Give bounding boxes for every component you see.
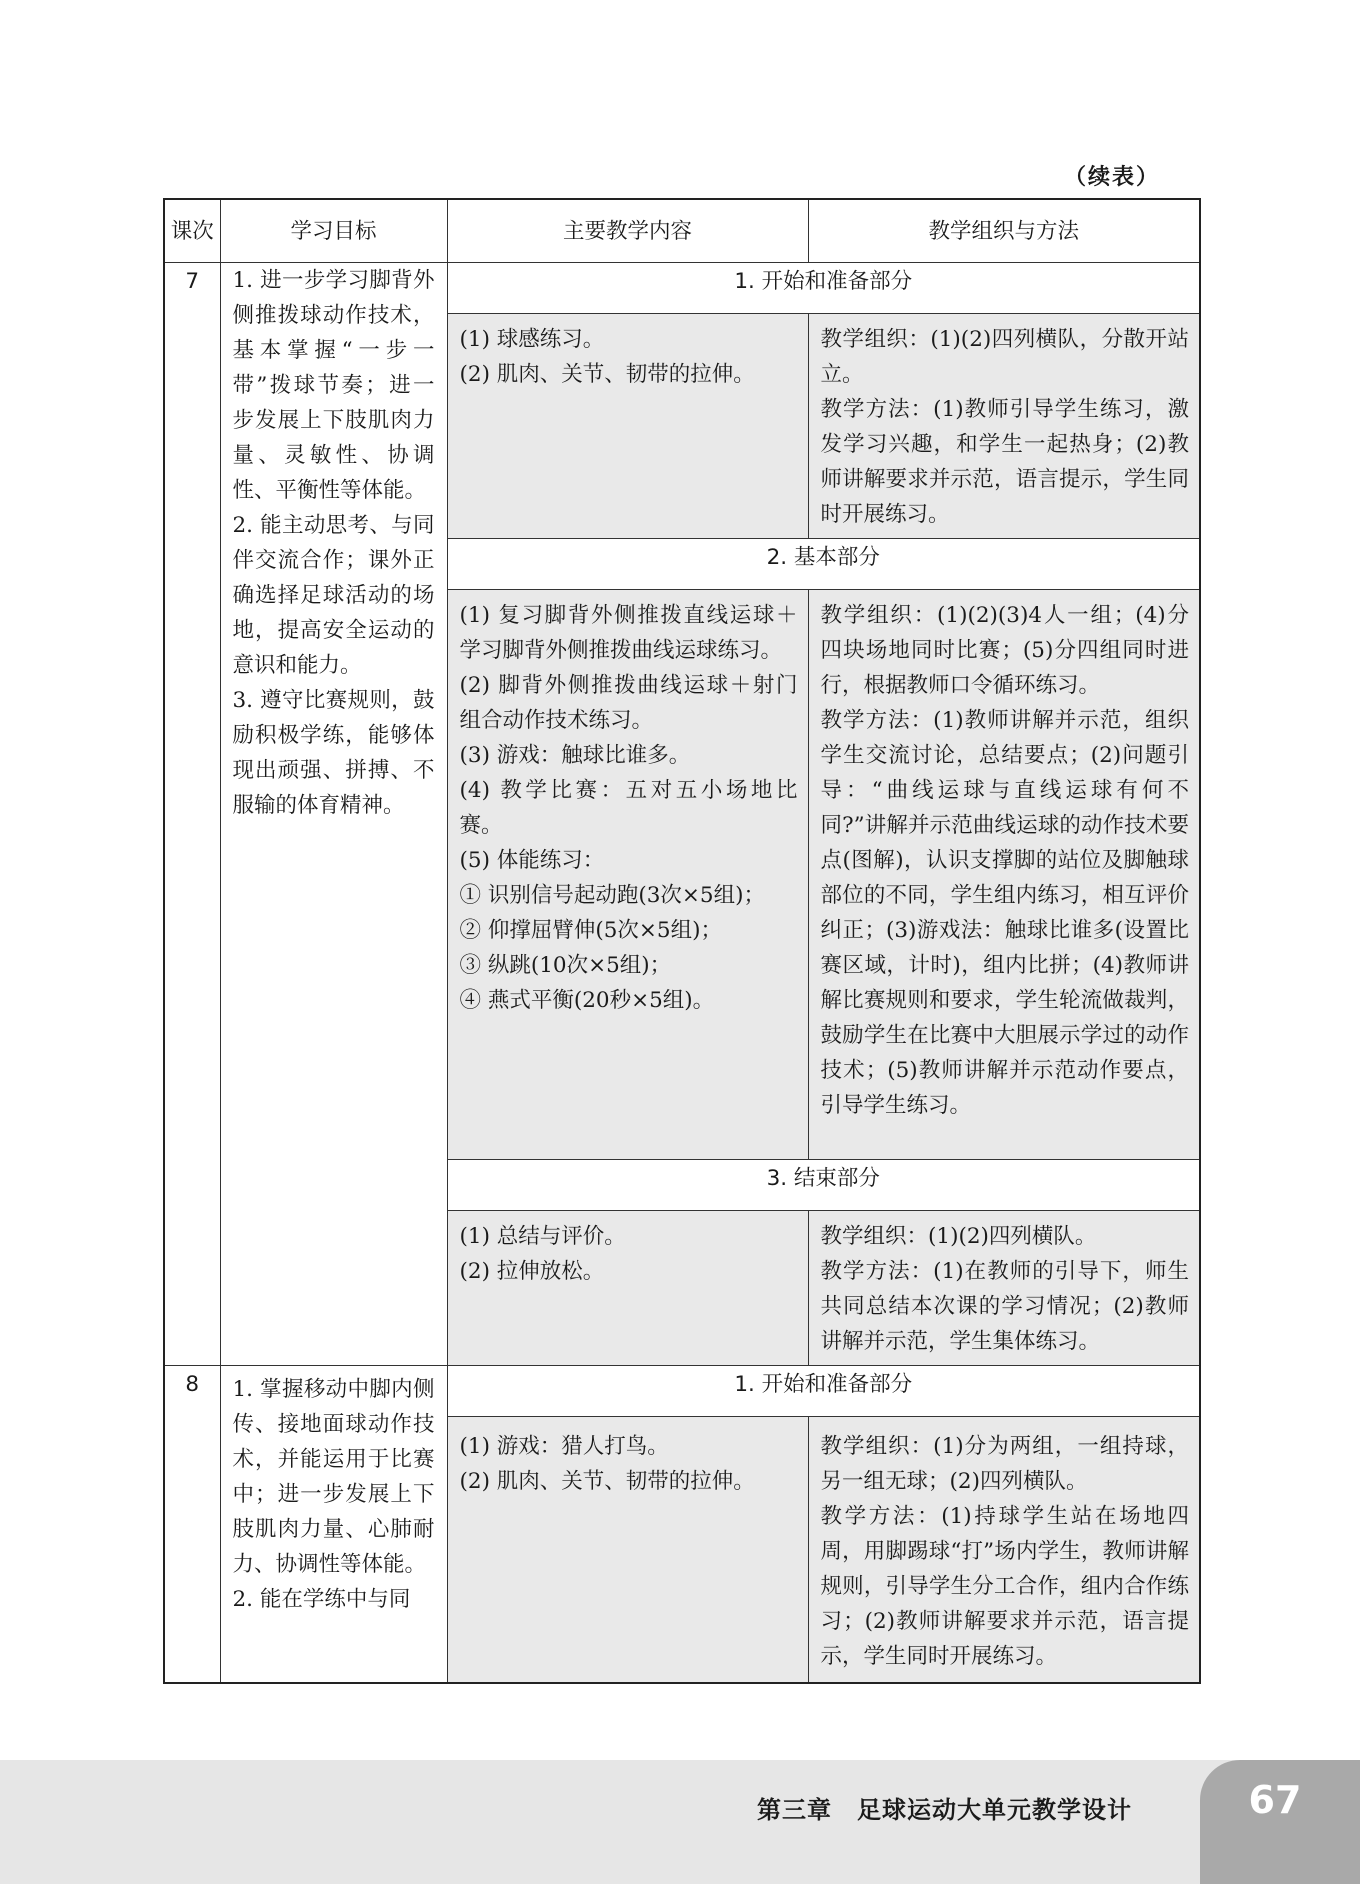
continued-label: （续表）: [1063, 165, 1160, 190]
content-line: (1) 游戏：猎人打鸟。: [459, 1434, 669, 1459]
header-learning-goals: 学习目标: [220, 199, 447, 263]
content-cell: [447, 1211, 808, 1366]
method-cell: [808, 314, 1200, 539]
content-cell: [447, 1417, 808, 1683]
table-row: [164, 263, 1200, 314]
section-title: 1. 开始和准备部分: [447, 263, 1200, 314]
content-cell: [447, 314, 808, 539]
content-line: (1) 总结与评价。: [459, 1224, 626, 1249]
goal-item: 2. 能主动思考、与同伴交流合作；课外正确选择足球活动的场地，提高安全运动的意识和能力。: [232, 513, 435, 678]
content-line: (4) 教学比赛：五对五小场地比赛。: [459, 778, 798, 838]
content-line: (2) 肌肉、关节、韧带的拉伸。: [459, 1469, 755, 1494]
content-line: (2) 拉伸放松。: [459, 1259, 605, 1284]
goal-item: 1. 进一步学习脚背外侧推拨球动作技术，基本掌握“一步一带”拨球节奏；进一步发展上下肢肌肉力量、灵敏性、协调性、平衡性等体能。: [232, 268, 435, 503]
lesson-number: 8: [164, 1366, 220, 1683]
content-line: (1) 复习脚背外侧推拨直线运球＋学习脚背外侧推拨曲线运球练习。: [459, 603, 798, 663]
content-line: (1) 球感练习。: [459, 327, 605, 352]
header-organization-method: 教学组织与方法: [808, 199, 1200, 263]
method-line: 教学组织：(1)(2)四列横队，分散开站立。: [820, 327, 1189, 387]
header-lesson-number: 课次: [164, 199, 220, 263]
content-line: ① 识别信号起动跑(3次×5组)；: [459, 883, 765, 908]
lesson-goals: [220, 1366, 447, 1683]
content-cell: [447, 590, 808, 1160]
content-line: (3) 游戏：触球比谁多。: [459, 743, 691, 768]
method-cell: [808, 590, 1200, 1160]
page-number: 67: [1248, 1778, 1302, 1822]
lesson-number: 7: [164, 263, 220, 1366]
goal-item: 3. 遵守比赛规则，鼓励积极学练，能够体现出顽强、拼搏、不服输的体育精神。: [232, 688, 435, 818]
content-line: ④ 燕式平衡(20秒×5组)。: [459, 988, 715, 1013]
header-main-content: 主要教学内容: [447, 199, 808, 263]
method-line: 教学组织：(1)(2)(3)4人一组；(4)分四块场地同时比赛；(5)分四组同时进行，根据教师口令循环练习。: [820, 603, 1189, 698]
table-row: [164, 1366, 1200, 1417]
method-line: 教学组织：(1)(2)四列横队。: [820, 1224, 1097, 1249]
chapter-title: 第三章 足球运动大单元教学设计: [757, 1796, 1132, 1824]
content-line: (2) 肌肉、关节、韧带的拉伸。: [459, 362, 755, 387]
content-line: (2) 脚背外侧推拨曲线运球＋射门组合动作技术练习。: [459, 673, 798, 733]
goal-item: 1. 掌握移动中脚内侧传、接地面球动作技术，并能运用于比赛中；进一步发展上下肢肌肉力量、心肺耐力、协调性等体能。: [232, 1377, 435, 1577]
page-footer-band: [0, 1760, 1360, 1884]
content-line: ③ 纵跳(10次×5组)；: [459, 953, 672, 978]
content-line: ② 仰撑屈臂伸(5次×5组)；: [459, 918, 722, 943]
method-line: 教学方法：(1)持球学生站在场地四周，用脚踢球“打”场内学生，教师讲解规则，引导学生分工合作，组内合作练习；(2)教师讲解要求并示范，语言提示，学生同时开展练习。: [820, 1504, 1189, 1669]
method-line: 教学组织：(1)分为两组，一组持球，另一组无球；(2)四列横队。: [820, 1434, 1189, 1494]
lesson-goals: [220, 263, 447, 1366]
section-title: 1. 开始和准备部分: [447, 1366, 1200, 1417]
method-line: 教学方法：(1)在教师的引导下，师生共同总结本次课的学习情况；(2)教师讲解并示范，学生集体练习。: [820, 1259, 1189, 1354]
table-header-row: [164, 199, 1200, 263]
section-title: 3. 结束部分: [447, 1160, 1200, 1211]
method-cell: [808, 1417, 1200, 1683]
content-line: (5) 体能练习：: [459, 848, 605, 873]
method-line: 教学方法：(1)教师引导学生练习，激发学习兴趣，和学生一起热身；(2)教师讲解要求并示范，语言提示，学生同时开展练习。: [820, 397, 1189, 527]
goal-item: 2. 能在学练中与同: [232, 1587, 411, 1612]
lesson-plan-table: [163, 198, 1201, 1684]
method-line: 教学方法：(1)教师讲解并示范，组织学生交流讨论，总结要点；(2)问题引导：“曲线运球与直线运球有何不同?”讲解并示范曲线运球的动作技术要点(图解)，认识支撑脚的站位及脚触球部位的不同，学生组内练习，相互评价纠正；(3)游戏法：触球比谁多(设置比赛区域，计时)，组内比拼；(4)教师讲解比赛规则和要求，学生轮流做裁判，鼓励学生在比赛中大胆展示学过的动作技术；(5)教师讲解并示范动作要点，引导学生练习。: [820, 708, 1189, 1118]
section-title: 2. 基本部分: [447, 539, 1200, 590]
method-cell: [808, 1211, 1200, 1366]
